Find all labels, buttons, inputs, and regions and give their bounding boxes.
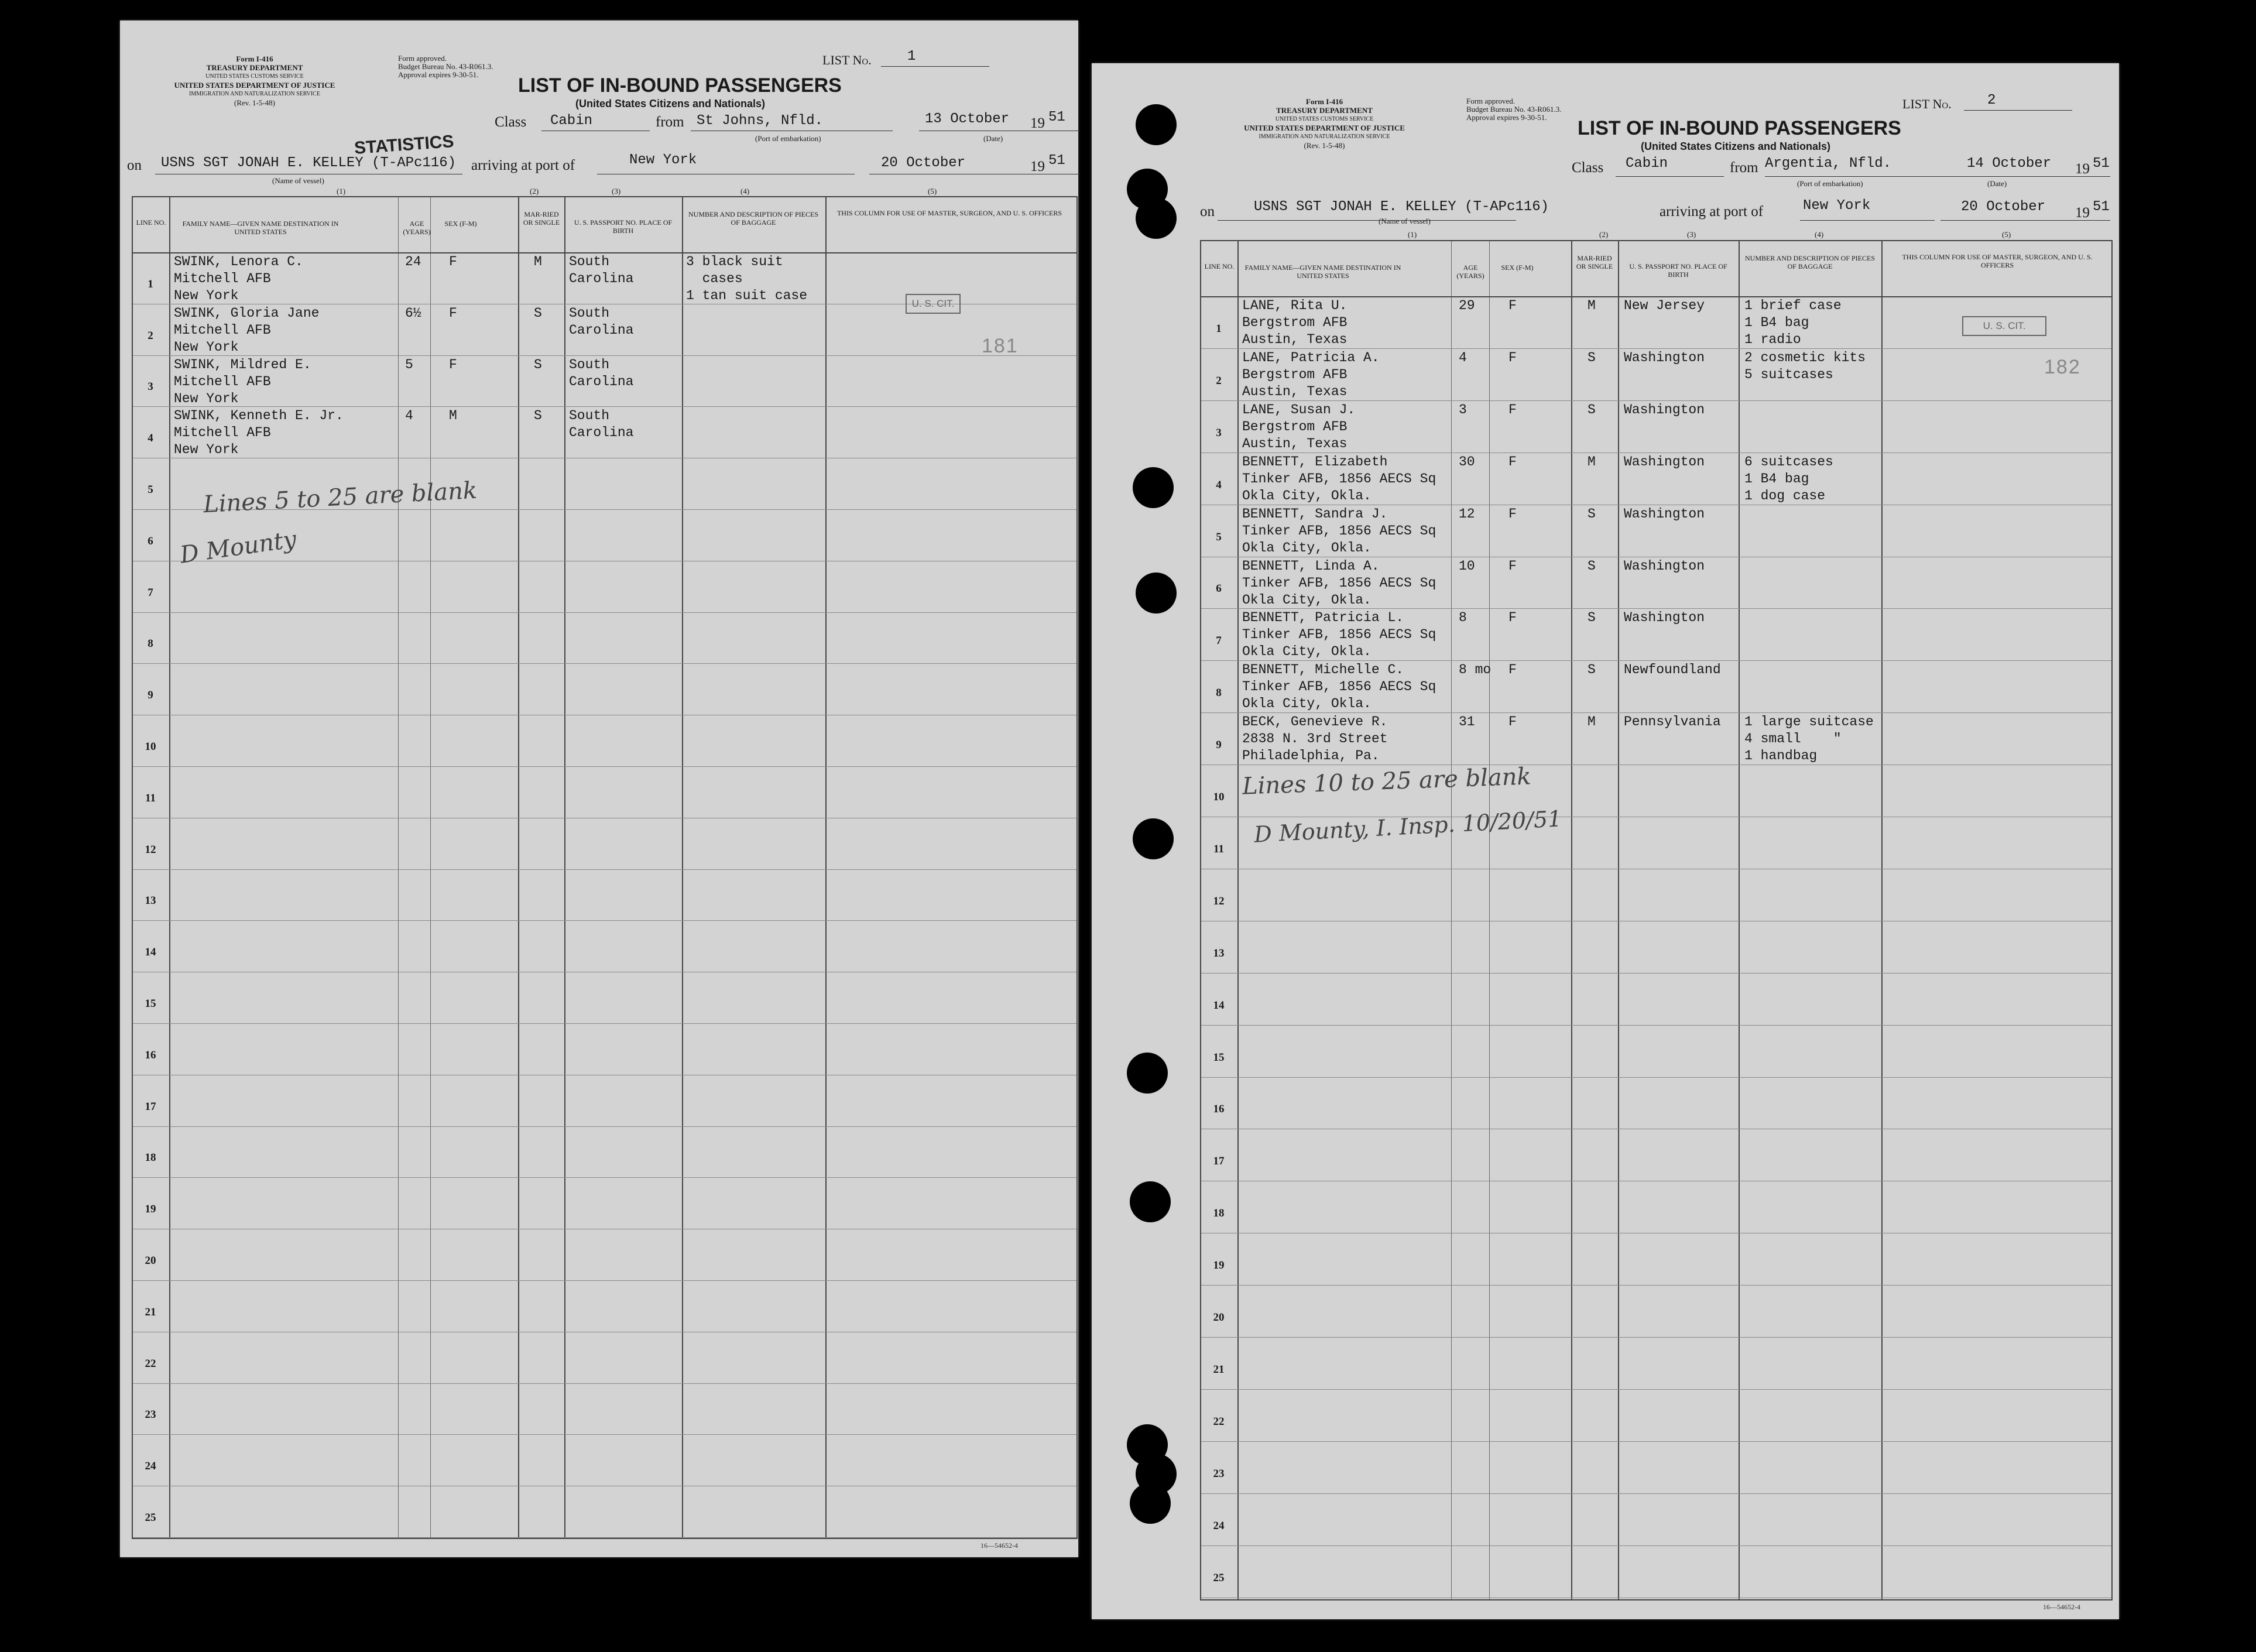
arrival-date: 20 October (881, 155, 966, 171)
line-number: 14 (1213, 999, 1225, 1012)
passenger-marital-status: M (1588, 454, 1596, 469)
approval-line: Approval expires 9-30-51. (398, 70, 479, 79)
punch-hole (64, 533, 105, 574)
line-number: 25 (145, 1512, 156, 1524)
line-number: 20 (1213, 1311, 1225, 1324)
col-header-officers: THIS COLUMN FOR USE OF MASTER, SURGEON, AND U. S. OFFICERS (836, 209, 1062, 217)
print-code: 16—54652-4 (980, 1541, 1018, 1550)
passenger-birthplace: Newfoundland (1624, 662, 1721, 678)
line-number: 19 (145, 1203, 156, 1216)
vessel-name: USNS SGT JONAH E. KELLEY (T-APc116) (1254, 199, 1549, 215)
col-num: (4) (740, 187, 750, 196)
passenger-age: 8 mo (1459, 662, 1492, 678)
passenger-name-destination: SWINK, Gloria Jane Mitchell AFB New York (174, 305, 320, 355)
arrival-date: 20 October (1961, 199, 2046, 215)
passenger-birthplace: Washington (1624, 610, 1705, 626)
form-revision: (Rev. 1-5-48) (234, 98, 275, 107)
passenger-name-destination: SWINK, Lenora C. Mitchell AFB New York (174, 254, 303, 303)
line-number: 14 (145, 946, 156, 959)
line-number: 12 (1213, 894, 1225, 907)
passenger-baggage: 3 black suit cases 1 tan suit case (686, 254, 808, 303)
line-number: 22 (145, 1357, 156, 1370)
passenger-sex: F (449, 254, 457, 269)
col-num: (2) (1599, 230, 1609, 239)
punch-hole (70, 64, 111, 105)
passenger-marital-status: M (534, 254, 542, 269)
page-stamp-number: 182 (2044, 356, 2081, 378)
passenger-baggage: 6 suitcases 1 B4 bag 1 dog case (1744, 454, 1833, 503)
punch-hole (1133, 467, 1174, 508)
dept-justice: UNITED STATES DEPARTMENT OF JUSTICE (174, 81, 335, 90)
passenger-birthplace: South Carolina (569, 408, 634, 441)
row-divider (133, 1023, 1076, 1024)
col-header-age: AGE (YEARS) (1456, 263, 1484, 280)
date-caption: (Date) (983, 134, 1003, 143)
passenger-baggage: 2 cosmetic kits 5 suitcases (1744, 349, 1866, 382)
port-embark-caption: (Port of embarkation) (1797, 179, 1863, 188)
line-number: 23 (145, 1408, 156, 1421)
embark-year: 51 (2093, 156, 2110, 172)
passenger-sex: F (1508, 298, 1517, 313)
passenger-name-destination: LANE, Susan J. Bergstrom AFB Austin, Texas (1242, 402, 1356, 451)
row-divider (133, 1126, 1076, 1127)
line-number: 21 (145, 1305, 156, 1318)
approval-line: Approval expires 9-30-51. (1466, 113, 1547, 122)
punch-hole (70, 1036, 111, 1077)
line-number: 1 (1216, 322, 1222, 335)
passenger-marital-status: S (1588, 506, 1596, 522)
class-label: Class (1572, 160, 1604, 176)
col-header-married: MAR-RIED OR SINGLE (523, 210, 560, 227)
date-caption: (Date) (1987, 179, 2007, 188)
passenger-age: 10 (1459, 558, 1475, 574)
passenger-birthplace: South Carolina (569, 254, 634, 286)
line-number: 2 (1216, 374, 1222, 387)
col-num: (1) (337, 187, 346, 196)
statistics-stamp: STATISTICS (354, 132, 455, 158)
passenger-table (132, 196, 1078, 1539)
passenger-sex: F (1508, 506, 1517, 522)
line-number: 21 (1213, 1363, 1225, 1376)
line-number: 24 (1213, 1519, 1225, 1532)
list-no: 1 (907, 49, 916, 64)
line-number: 15 (145, 998, 156, 1010)
row-divider (1201, 1285, 2111, 1286)
passenger-birthplace: Pennsylvania (1624, 714, 1721, 730)
port-of-embarkation: St Johns, Nfld. (697, 113, 824, 129)
col-header-officers: THIS COLUMN FOR USE OF MASTER, SURGEON, AND U. S. OFFICERS (1902, 253, 2093, 269)
passenger-age: 5 (405, 357, 413, 372)
punch-hole (56, 1452, 97, 1493)
punch-hole (59, 196, 100, 237)
line-number: 9 (148, 689, 153, 702)
row-divider (1201, 1545, 2111, 1546)
passenger-marital-status: M (1588, 714, 1596, 730)
col-num: (1) (1408, 230, 1417, 239)
passenger-sex: F (1508, 558, 1517, 574)
from-label: from (1730, 160, 1758, 176)
form-header-left (120, 54, 389, 107)
col-num: (5) (2002, 230, 2011, 239)
passenger-marital-status: S (534, 357, 542, 372)
arriving-label: arriving at port of (1660, 204, 1764, 220)
passenger-marital-status: M (1588, 298, 1596, 313)
passenger-marital-status: S (1588, 402, 1596, 417)
col-header-line: LINE NO. (1204, 262, 1235, 270)
punch-hole (1127, 1053, 1168, 1094)
col-header-age: AGE (YEARS) (403, 220, 431, 236)
passenger-marital-status: S (1588, 610, 1596, 626)
punch-hole (1136, 104, 1177, 145)
passenger-birthplace: South Carolina (569, 305, 634, 338)
passenger-age: 31 (1459, 714, 1475, 730)
dept-treasury: TREASURY DEPARTMENT (1276, 106, 1373, 115)
passenger-name-destination: SWINK, Kenneth E. Jr. Mitchell AFB New York (174, 408, 344, 458)
line-number: 23 (1213, 1467, 1225, 1480)
year-prefix: 19 (2075, 161, 2090, 177)
punch-hole (64, 1168, 105, 1209)
col-num: (5) (928, 187, 937, 196)
year-prefix: 19 (1030, 159, 1045, 174)
line-number: 13 (1213, 947, 1225, 959)
passenger-age: 12 (1459, 506, 1475, 522)
line-number: 3 (1216, 426, 1222, 439)
form-id: Form I-416 (236, 54, 273, 63)
dept-treasury-sub: UNITED STATES CUSTOMS SERVICE (205, 73, 304, 80)
punch-hole (1130, 1181, 1171, 1222)
year-prefix: 19 (2075, 205, 2090, 221)
line-number: 19 (1213, 1259, 1225, 1272)
approval-line: Form approved. (1466, 97, 1516, 105)
passenger-sex: F (1508, 714, 1517, 730)
col-header-line: LINE NO. (136, 218, 166, 227)
passenger-name-destination: BENNETT, Elizabeth Tinker AFB, 1856 AECS Sq Okla City, Okla. (1242, 454, 1436, 503)
form-title: LIST OF IN-BOUND PASSENGERS (1578, 117, 1901, 139)
approval-line: Budget Bureau No. 43-R061.3. (398, 62, 493, 71)
passenger-sex: F (1508, 610, 1517, 626)
row-divider (133, 766, 1076, 767)
col-header-passport: U. S. PASSPORT NO. PLACE OF BIRTH (1629, 262, 1727, 279)
passenger-marital-status: S (1588, 349, 1596, 365)
row-divider (1201, 1337, 2111, 1338)
passenger-name-destination: BENNETT, Linda A. Tinker AFB, 1856 AECS Sq Okla City, Okla. (1242, 558, 1436, 608)
approval-block (398, 54, 493, 79)
passenger-age: 4 (405, 408, 413, 424)
manifest-sheet-2 (1092, 63, 2119, 1619)
vessel-name: USNS SGT JONAH E. KELLEY (T-APc116) (161, 155, 457, 171)
print-code: 16—54652-4 (2043, 1603, 2080, 1611)
passenger-name-destination: SWINK, Mildred E. Mitchell AFB New York (174, 357, 311, 406)
form-subtitle: (United States Citizens and Nationals) (575, 98, 766, 109)
line-number: 10 (1213, 791, 1225, 803)
passenger-age: 30 (1459, 454, 1475, 469)
arrival-year: 51 (2093, 199, 2110, 215)
passenger-name-destination: BENNETT, Michelle C. Tinker AFB, 1856 AECS Sq Okla City, Okla. (1242, 662, 1436, 712)
line-number: 7 (1216, 635, 1222, 647)
line-number: 24 (145, 1460, 156, 1473)
line-number: 12 (145, 843, 156, 856)
row-divider (1201, 608, 2111, 609)
form-revision: (Rev. 1-5-48) (1304, 141, 1345, 150)
line-number: 16 (1213, 1103, 1225, 1116)
class-value: Cabin (550, 113, 593, 129)
passenger-name-destination: LANE, Rita U. Bergstrom AFB Austin, Texas (1242, 298, 1348, 347)
row-divider (1201, 1025, 2111, 1026)
us-citizen-stamp: U. S. CIT. (1962, 316, 2046, 336)
line-number: 18 (145, 1151, 156, 1164)
dept-treasury-sub: UNITED STATES CUSTOMS SERVICE (1275, 116, 1374, 122)
row-divider (133, 869, 1076, 870)
arrival-port: New York (1803, 198, 1871, 214)
passenger-age: 8 (1459, 610, 1467, 626)
vessel-caption: (Name of vessel) (272, 176, 324, 185)
line-number: 6 (1216, 582, 1222, 595)
from-label: from (656, 114, 684, 130)
handwritten-note: Lines 10 to 25 are blank (1242, 763, 1532, 800)
row-divider (1201, 1493, 2111, 1494)
row-divider (133, 920, 1076, 921)
line-number: 4 (1216, 478, 1222, 491)
passenger-sex: F (449, 305, 457, 321)
row-divider (133, 1537, 1076, 1538)
approval-block (1466, 97, 1561, 122)
line-number: 5 (148, 484, 153, 496)
form-id: Form I-416 (1305, 97, 1343, 106)
line-number: 11 (145, 791, 156, 804)
line-number: 10 (145, 741, 156, 753)
punch-hole (1130, 1483, 1171, 1524)
embark-date: 14 October (1967, 156, 2052, 172)
line-number: 13 (145, 894, 156, 907)
line-number: 16 (145, 1048, 156, 1061)
list-no-label: LIST No. (822, 53, 872, 67)
line-number: 20 (145, 1255, 156, 1267)
passenger-marital-status: S (534, 305, 542, 321)
passenger-sex: F (1508, 454, 1517, 469)
row-divider (1201, 1441, 2111, 1442)
line-number: 4 (148, 432, 153, 445)
list-no-label: LIST No. (1902, 97, 1952, 111)
class-label: Class (495, 114, 527, 130)
passenger-sex: F (1508, 402, 1517, 417)
manifest-sheet-1 (120, 20, 1078, 1557)
passenger-birthplace: Washington (1624, 349, 1705, 365)
passenger-age: 29 (1459, 298, 1475, 313)
passenger-birthplace: New Jersey (1624, 298, 1705, 313)
dept-justice: UNITED STATES DEPARTMENT OF JUSTICE (1244, 124, 1405, 132)
col-num: (2) (530, 187, 539, 196)
passenger-sex: F (1508, 349, 1517, 365)
col-header-passport: U. S. PASSPORT NO. PLACE OF BIRTH (574, 218, 673, 235)
passenger-name-destination: BECK, Genevieve R. 2838 N. 3rd Street Philadelphia, Pa. (1242, 714, 1388, 764)
port-embark-caption: (Port of embarkation) (755, 134, 821, 143)
class-value: Cabin (1626, 156, 1668, 172)
line-number: 6 (148, 534, 153, 547)
passenger-birthplace: South Carolina (569, 357, 634, 389)
on-label: on (1200, 204, 1215, 220)
line-number: 22 (1213, 1415, 1225, 1428)
row-divider (133, 612, 1076, 613)
passenger-baggage: 1 large suitcase 4 small " 1 handbag (1744, 714, 1874, 764)
passenger-marital-status: S (1588, 662, 1596, 678)
row-divider (1201, 348, 2111, 349)
passenger-sex: F (449, 357, 457, 372)
dept-treasury: TREASURY DEPARTMENT (206, 63, 303, 72)
handwritten-note: Lines 5 to 25 are blank (203, 477, 478, 519)
passenger-baggage: 1 brief case 1 B4 bag 1 radio (1744, 298, 1842, 347)
punch-hole (1136, 198, 1177, 239)
line-number: 15 (1213, 1051, 1225, 1064)
row-divider (133, 1383, 1076, 1384)
dept-justice-sub: IMMIGRATION AND NATURALIZATION SERVICE (189, 91, 320, 97)
on-label: on (127, 157, 142, 173)
passenger-sex: M (449, 408, 457, 424)
passenger-age: 6½ (405, 305, 421, 321)
line-number: 1 (148, 277, 153, 290)
line-number: 25 (1213, 1571, 1225, 1584)
row-divider (1201, 1077, 2111, 1078)
passenger-name-destination: LANE, Patricia A. Bergstrom AFB Austin, Texas (1242, 349, 1380, 399)
passenger-birthplace: Washington (1624, 558, 1705, 574)
row-divider (133, 1434, 1076, 1435)
port-of-embarkation: Argentia, Nfld. (1765, 156, 1892, 172)
col-num: (3) (1687, 230, 1696, 239)
line-number: 17 (145, 1100, 156, 1113)
line-number: 5 (1216, 530, 1222, 543)
form-title: LIST OF IN-BOUND PASSENGERS (518, 74, 842, 97)
passenger-table (1200, 240, 2113, 1600)
passenger-sex: F (1508, 662, 1517, 678)
punch-hole (1136, 573, 1177, 613)
row-divider (133, 1177, 1076, 1178)
line-number: 18 (1213, 1207, 1225, 1220)
line-number: 3 (148, 381, 153, 393)
passenger-birthplace: Washington (1624, 402, 1705, 417)
line-number: 7 (148, 586, 153, 599)
list-no: 2 (1987, 92, 1996, 108)
passenger-age: 3 (1459, 402, 1467, 417)
dept-justice-sub: IMMIGRATION AND NATURALIZATION SERVICE (1259, 133, 1390, 140)
row-divider (133, 663, 1076, 664)
page-stamp-number: 181 (982, 335, 1019, 357)
arriving-label: arriving at port of (471, 157, 575, 173)
arrival-year: 51 (1048, 153, 1065, 169)
row-divider (1201, 712, 2111, 713)
passenger-birthplace: Washington (1624, 506, 1705, 522)
line-number: 17 (1213, 1155, 1225, 1168)
form-header-left (1191, 97, 1458, 150)
col-header-married: MAR-RIED OR SINGLE (1576, 254, 1613, 270)
col-num: (4) (1815, 230, 1824, 239)
year-prefix: 19 (1030, 115, 1045, 131)
col-header-sex: SEX (F-M) (1501, 263, 1534, 272)
line-number: 9 (1216, 739, 1222, 752)
row-divider (1201, 973, 2111, 974)
approval-line: Budget Bureau No. 43-R061.3. (1466, 105, 1562, 114)
embark-date: 13 October (925, 111, 1010, 127)
line-number: 8 (1216, 687, 1222, 700)
row-divider (1201, 400, 2111, 401)
passenger-marital-status: S (534, 408, 542, 424)
passenger-name-destination: BENNETT, Patricia L. Tinker AFB, 1856 AECS Sq Okla City, Okla. (1242, 610, 1436, 660)
form-subtitle: (United States Citizens and Nationals) (1640, 140, 1831, 152)
col-header-sex: SEX (F-M) (444, 220, 477, 228)
col-header-baggage: NUMBER AND DESCRIPTION OF PIECES OF BAGGAGE (1744, 254, 1876, 270)
vessel-caption: (Name of vessel) (1379, 217, 1431, 225)
col-header-name: FAMILY NAME—GIVEN NAME DESTINATION IN UNITED STATES (1244, 263, 1401, 280)
row-divider (1201, 660, 2111, 661)
passenger-name-destination: BENNETT, Sandra J. Tinker AFB, 1856 AECS Sq Okla City, Okla. (1242, 506, 1436, 556)
row-divider (133, 1280, 1076, 1281)
approval-line: Form approved. (398, 54, 447, 63)
inspector-signature: D Mounty, I. Insp. 10/20/51 (1253, 806, 1563, 848)
arrival-port: New York (629, 152, 697, 168)
col-num: (3) (612, 187, 621, 196)
col-header-baggage: NUMBER AND DESCRIPTION OF PIECES OF BAGGAGE (688, 210, 819, 227)
col-header-name: FAMILY NAME—GIVEN NAME DESTINATION IN UNITED STATES (182, 220, 339, 236)
passenger-birthplace: Washington (1624, 454, 1705, 469)
us-citizen-stamp: U. S. CIT. (906, 294, 961, 314)
line-number: 11 (1213, 842, 1224, 855)
passenger-age: 4 (1459, 349, 1467, 365)
embark-year: 51 (1048, 109, 1065, 125)
passenger-age: 24 (405, 254, 421, 269)
punch-hole (1133, 818, 1174, 859)
line-number: 8 (148, 638, 153, 650)
row-divider (1201, 1389, 2111, 1390)
punch-hole (64, 787, 105, 828)
line-number: 2 (148, 329, 153, 342)
inspector-signature: D Mounty (178, 526, 299, 569)
passenger-marital-status: S (1588, 558, 1596, 574)
